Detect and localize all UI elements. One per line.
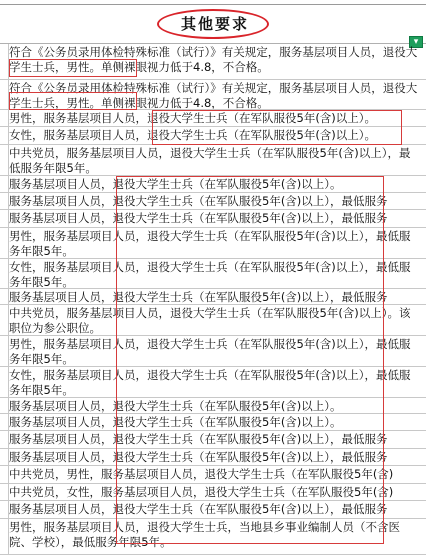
table-row[interactable] (0, 484, 426, 501)
cell-text: 男性，服务基层项目人员，退役大学生士兵（在军队服役5年(含)以上），最低服务年限5年。 (9, 337, 411, 366)
cell-text: 服务基层项目人员，退役大学生士兵（在军队服役5年(含)以上），最低服务 (9, 450, 388, 464)
cell-text: 女性，服务基层项目人员，退役大学生士兵（在军队服役5年(含)以上），最低服务年限5年。 (9, 260, 411, 289)
table-row[interactable] (0, 336, 426, 367)
cell-text: 男性，服务基层项目人员，退役大学生士兵（在军队服役5年(含)以上）。 (9, 111, 377, 125)
cell-text: 符合《公务员录用体检特殊标准（试行）》有关规定，服务基层项目人员，退役大学生士兵，男性。单侧裸眼视力低于4.8，不合格。 (9, 81, 418, 110)
table-row[interactable] (0, 259, 426, 289)
cell-text: 服务基层项目人员，退役大学生士兵（在军队服役5年(含)以上）。 (9, 177, 342, 191)
cell-text: 中共党员，服务基层项目人员，退役大学生士兵（在军队服役5年(含)以上），最低服务年限5年。 (9, 146, 411, 175)
table-row[interactable] (0, 449, 426, 466)
table-row[interactable] (0, 127, 426, 145)
table-row[interactable] (0, 176, 426, 193)
title-highlight-circle (157, 9, 269, 39)
cell-text: 服务基层项目人员，退役大学生士兵（在军队服役5年(含)以上），最低服务 (9, 432, 388, 446)
table-row[interactable] (0, 519, 426, 555)
cell-text: 女性，服务基层项目人员，退役大学生士兵（在军队服役5年(含)以上），最低服务年限5年。 (9, 368, 411, 397)
table-row[interactable] (0, 414, 426, 431)
table-row[interactable] (0, 367, 426, 398)
cell-text: 符合《公务员录用体检特殊标准（试行）》有关规定，服务基层项目人员，退役大学生士兵，男性。单侧裸眼视力低于4.8，不合格。 (9, 45, 418, 74)
column-title: 其他要求 (180, 15, 249, 33)
cell-text: 中共党员，男性，服务基层项目人员，退役大学生士兵（在军队服役5年(含) (9, 467, 394, 481)
table-row[interactable] (0, 193, 426, 210)
cell-text: 服务基层项目人员，退役大学生士兵（在军队服役5年(含)以上），最低服务 (9, 290, 388, 304)
table-row[interactable] (0, 110, 426, 127)
table-row[interactable] (0, 44, 426, 80)
table-row[interactable] (0, 145, 426, 176)
cell-text: 服务基层项目人员，退役大学生士兵（在军队服役5年(含)以上），最低服务 (9, 502, 388, 516)
cell-text: 服务基层项目人员，退役大学生士兵（在军队服役5年(含)以上），最低服务 (9, 211, 388, 225)
table-row[interactable] (0, 305, 426, 336)
cell-text: 服务基层项目人员，退役大学生士兵（在军队服役5年(含)以上）。 (9, 399, 342, 413)
table-row[interactable] (0, 228, 426, 259)
cell-text: 中共党员，服务基层项目人员，退役大学生士兵（在军队服役5年(含)以上）。该职位为参公职位。 (9, 306, 411, 335)
cell-text: 男性，服务基层项目人员，退役大学生士兵（在军队服役5年(含)以上），最低服务年限5年。 (9, 229, 411, 258)
table-row[interactable] (0, 80, 426, 110)
table-row[interactable] (0, 466, 426, 484)
cell-text: 女性，服务基层项目人员，退役大学生士兵（在军队服役5年(含)以上）。 (9, 128, 377, 142)
table-row[interactable] (0, 210, 426, 228)
table-row[interactable] (0, 398, 426, 414)
cell-text: 服务基层项目人员，退役大学生士兵（在军队服役5年(含)以上），最低服务 (9, 194, 388, 208)
column-header[interactable] (0, 5, 426, 47)
filter-dropdown-icon[interactable]: ▾ (409, 36, 423, 48)
cell-text: 男性，服务基层项目人员，退役大学生士兵，当地县乡事业编制人员（不含医院、学校），最低服务年限5年。 (9, 520, 400, 549)
table-row[interactable] (0, 289, 426, 305)
table-row[interactable] (0, 501, 426, 519)
cell-text: 中共党员，女性，服务基层项目人员，退役大学生士兵（在军队服役5年(含) (9, 485, 394, 499)
table-row[interactable] (0, 431, 426, 449)
cell-text: 服务基层项目人员，退役大学生士兵（在军队服役5年(含)以上）。 (9, 415, 342, 429)
